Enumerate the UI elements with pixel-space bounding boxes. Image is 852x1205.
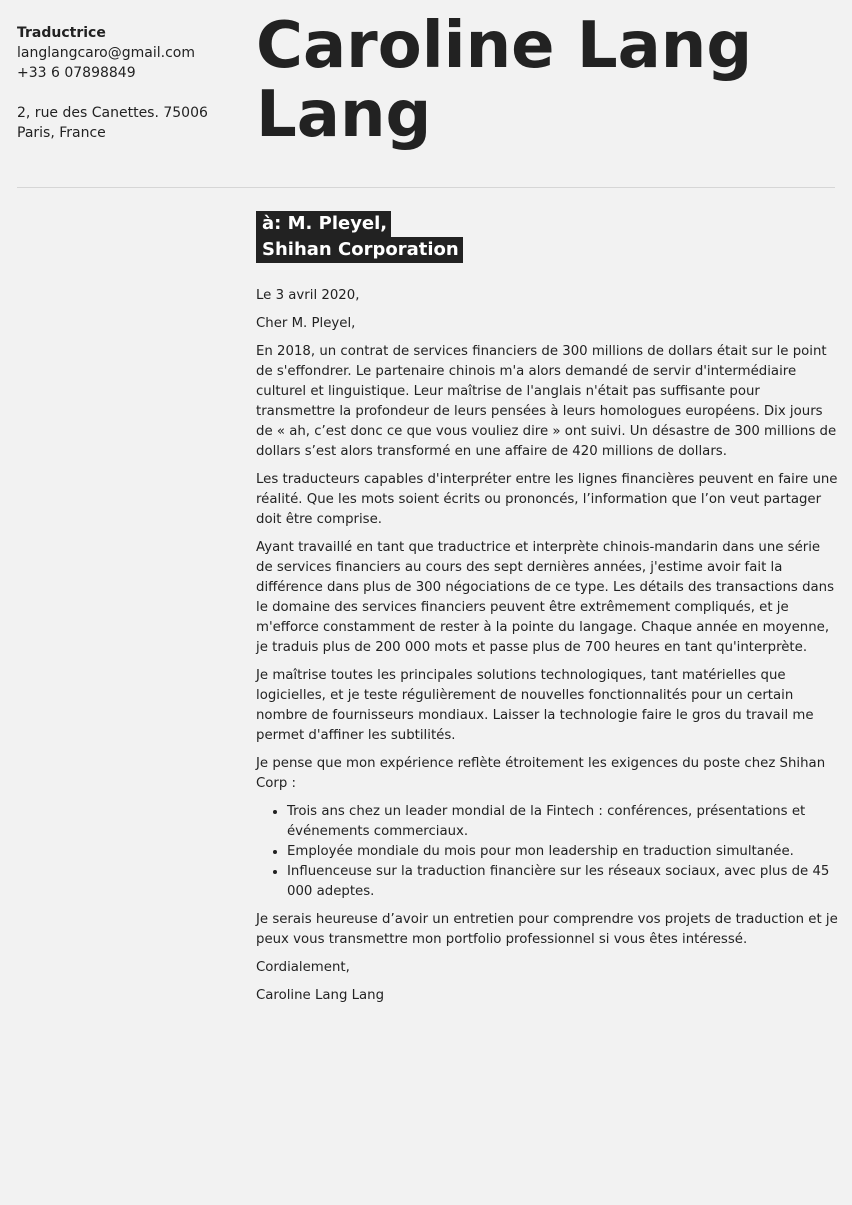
letter-paragraph: En 2018, un contrat de services financiers de 300 millions de dollars était sur le point de s'effondrer. Le partenaire chinois m'a alors demandé de servir d'intermédiaire culturel et linguistique. Leur maîtrise de l'anglais n'était pas suffisante pour transmettre la profondeur de leurs pensées à leurs homologues européens. Dix jours de « ah, c’est donc ce que vous vouliez dire » ont suivi. Un désastre de 300 millions de dollars s’est alors transformé en une affaire de 420 millions de dollars. xyxy=(256,344,837,459)
sender-email[interactable]: langlangcaro@gmail.com xyxy=(17,45,195,61)
sender-job-title: Traductrice xyxy=(17,25,106,41)
list-item: • Influenceuse sur la traduction financière sur les réseaux sociaux, avec plus de 45 000 adeptes. xyxy=(287,862,838,902)
sender-address: 2, rue des Canettes. 75006 Paris, France xyxy=(17,105,208,141)
page-title: Caroline Lang Lang xyxy=(256,9,753,152)
letter-salutation: Cher M. Pleyel, xyxy=(256,316,356,331)
letter-paragraph: Je pense que mon expérience reflète étroitement les exigences du poste chez Shihan Corp : xyxy=(256,756,826,791)
sender-contact-block xyxy=(17,23,247,143)
sender-phone[interactable]: +33 6 07898849 xyxy=(17,65,136,81)
list-item: • Trois ans chez un leader mondial de la Fintech : conférences, présentations et événements commerciaux. xyxy=(287,802,838,842)
experience-list xyxy=(256,802,838,902)
letter-body xyxy=(256,286,838,1014)
letter-date: Le 3 avril 2020, xyxy=(256,288,360,303)
letter-closing-paragraph: Je serais heureuse d’avoir un entretien pour comprendre vos projets de traduction et je peux vous transmettre mon portfolio professionnel si vous êtes intéressé. xyxy=(256,912,838,947)
letter-paragraph: Ayant travaillé en tant que traductrice et interprète chinois-mandarin dans une série de services financiers au cours des sept dernières années, j'estime avoir fait la différence dans plus de 300 négociations de ce type. Les détails des transactions dans le domaine des services financiers peuvent être extrêmement compliqués, et je m'efforce constamment de rester à la pointe du langage. Chaque année en moyenne, je traduis plus de 200 000 mots et passe plus de 700 heures en tant qu'interprète. xyxy=(256,540,835,655)
letter-paragraph: Je maîtrise toutes les principales solutions technologiques, tant matérielles que logicielles, et je teste régulièrement de nouvelles fonctionnalités pour un certain nombre de fournisseurs mondiaux. Laisser la technologie faire le gros du travail me permet d'affiner les subtilités. xyxy=(256,668,814,743)
letter-signature: Caroline Lang Lang xyxy=(256,988,385,1003)
list-item: • Employée mondiale du mois pour mon leadership en traduction simultanée. xyxy=(287,842,838,862)
recipient-block xyxy=(256,211,463,263)
letter-paragraph: Les traducteurs capables d'interpréter entre les lignes financières peuvent en faire une réalité. Que les mots soient écrits ou prononcés, l’information que l’on veut partager doit être comprise. xyxy=(256,472,838,527)
letter-valediction: Cordialement, xyxy=(256,960,350,975)
recipient-name: à: M. Pleyel, xyxy=(256,211,391,237)
header-divider xyxy=(17,187,835,188)
recipient-company: Shihan Corporation xyxy=(256,237,463,263)
